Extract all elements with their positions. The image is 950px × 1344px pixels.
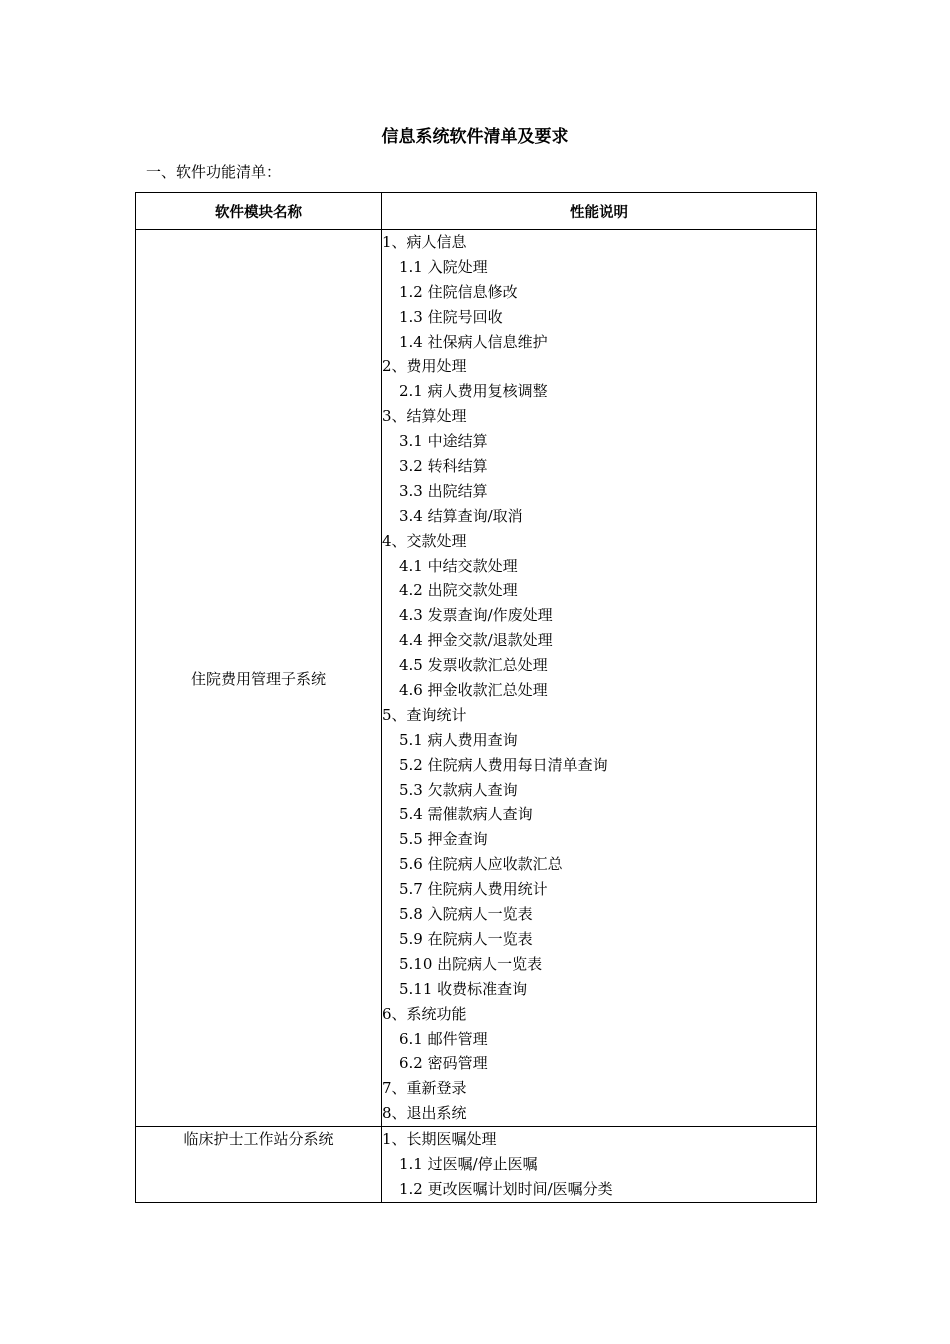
function-item: 6、系统功能 bbox=[382, 1004, 467, 1023]
function-item: 3、结算处理 bbox=[382, 407, 467, 426]
sub-function-item: 5.9 在院病人一览表 bbox=[399, 929, 533, 948]
function-item: 8、退出系统 bbox=[382, 1104, 467, 1123]
sub-function-item: 5.8 入院病人一览表 bbox=[399, 905, 533, 924]
description-cell bbox=[382, 230, 817, 1127]
function-item: 7、重新登录 bbox=[382, 1079, 467, 1098]
software-spec-table bbox=[135, 192, 817, 1203]
sub-function-item: 2.1 病人费用复核调整 bbox=[399, 382, 548, 401]
module-name-cell: 临床护士工作站分系统 bbox=[136, 1127, 382, 1203]
sub-function-item: 5.7 住院病人费用统计 bbox=[399, 880, 548, 899]
sub-function-item: 3.2 转科结算 bbox=[399, 457, 488, 476]
table-header-row bbox=[136, 193, 817, 230]
table-body bbox=[136, 230, 817, 1203]
document-title: 信息系统软件清单及要求 bbox=[381, 127, 569, 147]
table-row bbox=[136, 1127, 817, 1203]
function-item: 1、病人信息 bbox=[382, 233, 467, 251]
sub-function-item: 1.4 社保病人信息维护 bbox=[399, 332, 548, 351]
sub-function-item: 1.2 更改医嘱计划时间/医嘱分类 bbox=[399, 1179, 613, 1198]
function-item: 4、交款处理 bbox=[382, 531, 467, 550]
function-item: 1、长期医嘱处理 bbox=[382, 1130, 497, 1149]
sub-function-item: 3.4 结算查询/取消 bbox=[399, 506, 523, 525]
sub-function-item: 1.1 过医嘱/停止医嘱 bbox=[399, 1154, 538, 1173]
sub-function-item: 1.2 住院信息修改 bbox=[399, 282, 518, 301]
sub-function-item: 4.4 押金交款/退款处理 bbox=[399, 631, 553, 650]
sub-function-item: 4.3 发票查询/作废处理 bbox=[399, 606, 553, 625]
sub-function-item: 1.1 入院处理 bbox=[399, 257, 488, 276]
sub-function-item: 1.3 住院号回收 bbox=[399, 307, 503, 326]
table-row bbox=[136, 230, 817, 1127]
description-cell bbox=[382, 1127, 817, 1203]
sub-function-item: 4.6 押金收款汇总处理 bbox=[399, 681, 548, 700]
sub-function-item: 3.3 出院结算 bbox=[399, 481, 488, 500]
sub-function-item: 6.2 密码管理 bbox=[399, 1054, 488, 1073]
module-name-cell: 住院费用管理子系统 bbox=[136, 230, 382, 1127]
sub-function-item: 4.2 出院交款处理 bbox=[399, 581, 518, 600]
function-item: 5、查询统计 bbox=[382, 705, 467, 724]
header-module-name: 软件模块名称 bbox=[136, 193, 382, 230]
sub-function-item: 5.4 需催款病人查询 bbox=[399, 805, 533, 824]
sub-function-item: 5.1 病人费用查询 bbox=[399, 730, 518, 749]
sub-function-item: 5.5 押金查询 bbox=[399, 830, 488, 849]
sub-function-item: 5.11 收费标准查询 bbox=[399, 979, 528, 998]
sub-function-item: 5.2 住院病人费用每日清单查询 bbox=[399, 755, 608, 774]
sub-function-item: 4.5 发票收款汇总处理 bbox=[399, 656, 548, 675]
sub-function-item: 4.1 中结交款处理 bbox=[399, 556, 518, 575]
sub-function-item: 5.10 出院病人一览表 bbox=[399, 954, 543, 973]
sub-function-item: 5.3 欠款病人查询 bbox=[399, 780, 518, 799]
header-description: 性能说明 bbox=[382, 193, 817, 230]
sub-function-item: 6.1 邮件管理 bbox=[399, 1029, 488, 1048]
section-heading: 一、软件功能清单： bbox=[146, 163, 282, 181]
sub-function-item: 3.1 中途结算 bbox=[399, 432, 488, 451]
function-item: 2、费用处理 bbox=[382, 357, 467, 376]
sub-function-item: 5.6 住院病人应收款汇总 bbox=[399, 855, 563, 874]
